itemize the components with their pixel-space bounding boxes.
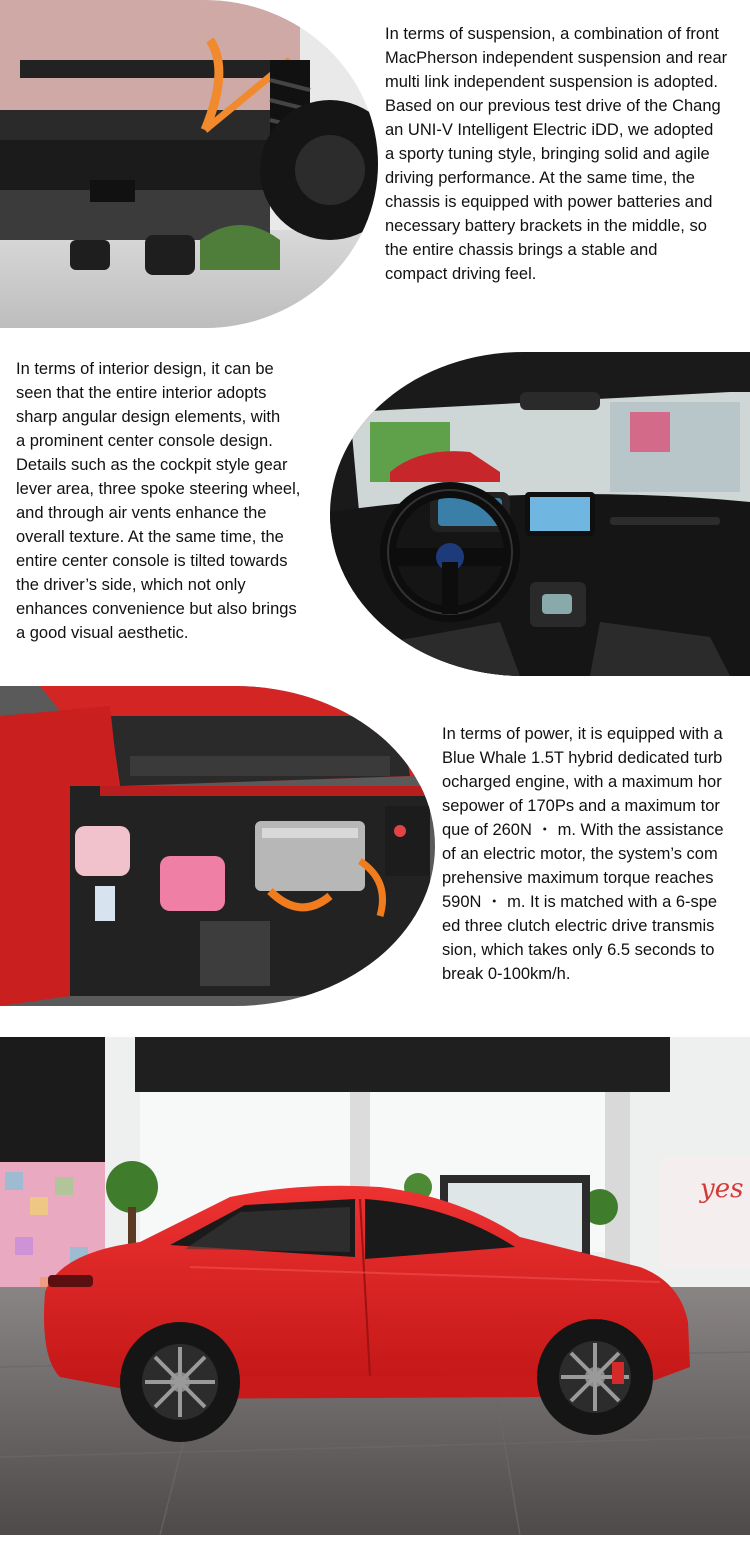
- interior-line-8: overall texture. At the same time, the: [16, 528, 284, 546]
- power-line-7: prehensive maximum torque reaches: [442, 869, 714, 887]
- suspension-text: [385, 22, 747, 286]
- interior-text: [16, 357, 326, 645]
- power-line-5: que of 260N ・ m. With the assistance: [442, 821, 724, 839]
- chassis-photo: [0, 0, 378, 328]
- power-line-2: Blue Whale 1.5T hybrid dedicated turb: [442, 749, 723, 767]
- suspension-line-11: compact driving feel.: [385, 265, 537, 283]
- suspension-line-5: an UNI-V Intelligent Electric iDD, we adopted: [385, 121, 714, 139]
- suspension-line-4: Based on our previous test drive of the Chang: [385, 97, 721, 115]
- power-line-6: of an electric motor, the system’s com: [442, 845, 718, 863]
- interior-line-4: a prominent center console design.: [16, 432, 273, 450]
- interior-line-5: Details such as the cockpit style gear: [16, 456, 288, 474]
- power-line-3: ocharged engine, with a maximum hor: [442, 773, 722, 791]
- interior-line-12: a good visual aesthetic.: [16, 624, 189, 642]
- interior-line-6: lever area, three spoke steering wheel,: [16, 480, 301, 498]
- power-line-10: sion, which takes only 6.5 seconds to: [442, 941, 715, 959]
- power-line-8: 590N ・ m. It is matched with a 6-spe: [442, 893, 718, 911]
- interior-line-11: enhances convenience but also brings: [16, 600, 297, 618]
- suspension-line-1: In terms of suspension, a combination of front: [385, 25, 719, 43]
- power-line-11: break 0-100km/h.: [442, 965, 571, 983]
- engine-photo: [0, 686, 435, 1006]
- interior-line-1: In terms of interior design, it can be: [16, 360, 274, 378]
- showroom-car-photo: [0, 1037, 750, 1535]
- interior-line-2: seen that the entire interior adopts: [16, 384, 267, 402]
- power-line-9: ed three clutch electric drive transmis: [442, 917, 715, 935]
- interior-line-3: sharp angular design elements, with: [16, 408, 281, 426]
- suspension-line-2: MacPherson independent suspension and rear: [385, 49, 728, 67]
- suspension-line-8: chassis is equipped with power batteries and: [385, 193, 713, 211]
- interior-line-9: entire center console is tilted towards: [16, 552, 288, 570]
- suspension-line-10: the entire chassis brings a stable and: [385, 241, 658, 259]
- suspension-line-3: multi link independent suspension is adopted.: [385, 73, 718, 91]
- suspension-line-9: necessary battery brackets in the middle, so: [385, 217, 707, 235]
- interior-photo: [330, 352, 750, 676]
- power-line-1: In terms of power, it is equipped with a: [442, 725, 723, 743]
- showroom-sign-text: yes: [700, 1174, 744, 1204]
- power-text: [442, 722, 747, 986]
- interior-line-7: and through air vents enhance the: [16, 504, 267, 522]
- suspension-line-7: driving performance. At the same time, the: [385, 169, 695, 187]
- power-line-4: sepower of 170Ps and a maximum tor: [442, 797, 720, 815]
- suspension-line-6: a sporty tuning style, bringing solid and agile: [385, 145, 710, 163]
- interior-line-10: the driver’s side, which not only: [16, 576, 246, 594]
